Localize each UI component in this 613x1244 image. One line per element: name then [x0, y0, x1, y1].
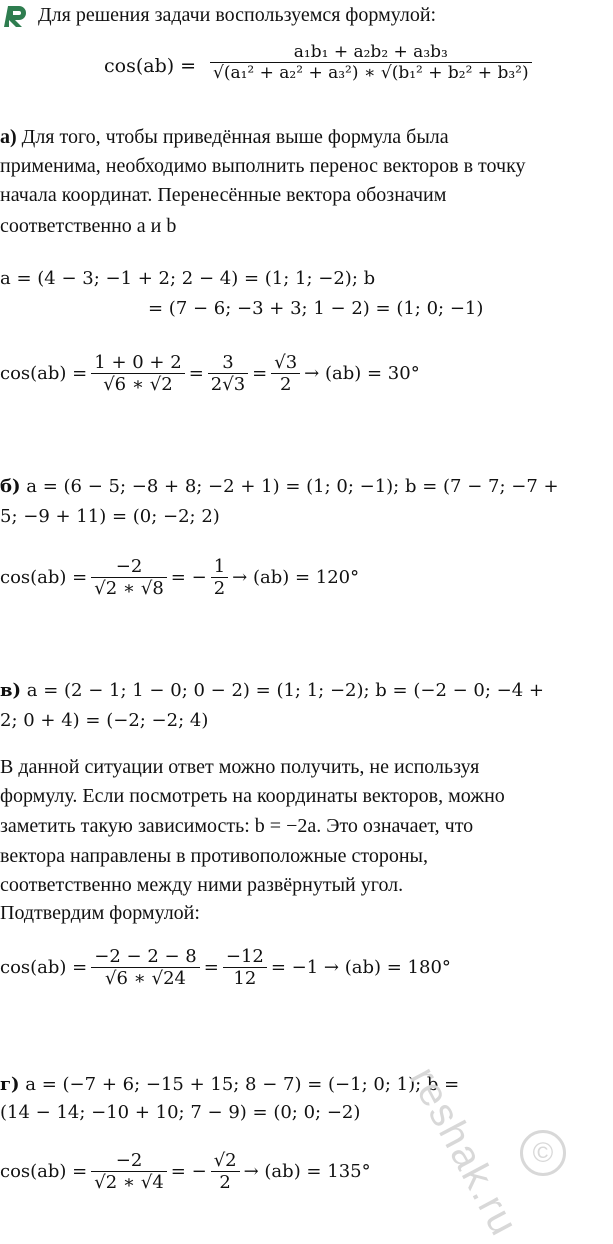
part-a-vec2: = (7 − 6; −3 + 3; 1 − 2) = (1; 0; −1) — [148, 298, 484, 319]
part-a-text1: Для того, чтобы приведённая выше формула была — [21, 126, 449, 148]
formula-lhs: cos(ab) = — [104, 55, 197, 77]
part-a-den2: 2√3 — [210, 374, 246, 395]
part-g-label: г) — [0, 1074, 20, 1095]
part-b-eq: = − — [170, 567, 207, 588]
part-b-num2: 1 — [211, 556, 228, 578]
part-g-den2: 2 — [219, 1172, 231, 1193]
part-a-label: а) — [0, 126, 17, 148]
part-g-eq: = − — [170, 1161, 207, 1182]
part-g-vec1-text: a = (−7 + 6; −15 + 15; 8 − 7) = (−1; 0; 1); b = — [25, 1074, 460, 1095]
part-a-vec1: a = (4 − 3; −1 + 2; 2 − 4) = (1; 1; −2); b — [0, 268, 376, 289]
formula-denominator: √(a₁² + a₂² + a₃²) ∗ √(b₁² + b₂² + b₃²) — [213, 63, 529, 83]
part-v-vec1 — [0, 680, 544, 701]
part-v-den1: √6 ∗ √24 — [105, 968, 186, 989]
part-v-num2: −12 — [223, 946, 267, 968]
copyright-icon: © — [520, 1130, 566, 1176]
part-v-p3: заметить такую зависимость: b = −2a. Это означает, что — [0, 815, 474, 837]
part-g-num2: √2 — [211, 1150, 240, 1172]
part-b-cos-lhs: cos(ab) = — [0, 567, 88, 588]
formula-numerator: a₁b₁ + a₂b₂ + a₃b₃ — [210, 42, 532, 63]
part-v-vec2: 2; 0 + 4) = (−2; −2; 4) — [0, 710, 209, 731]
part-v-p5: соответственно между ними развёрнутый угол. — [0, 874, 404, 896]
part-g-vec2: (14 − 14; −10 + 10; 7 − 9) = (0; 0; −2) — [0, 1102, 361, 1123]
intro-text: Для решения задачи воспользуемся формулой: — [38, 4, 437, 26]
part-a-den3: 2 — [279, 374, 292, 395]
part-v-p6: Подтвердим формулой: — [0, 902, 200, 924]
part-a-line3: начала координат. Перенесённые вектора обозначим — [0, 184, 447, 206]
part-g-cos-lhs: cos(ab) = — [0, 1161, 88, 1182]
watermark-text: reshak.ru — [401, 1060, 527, 1244]
part-b-den1: √2 ∗ √8 — [94, 578, 164, 599]
part-v-p1: В данной ситуации ответ можно получить, не используя — [0, 756, 480, 778]
part-g-den1: √2 ∗ √4 — [94, 1172, 164, 1193]
part-v-result: = −1 → (ab) = 180° — [270, 957, 451, 978]
part-a-line4: соответственно a и b — [0, 215, 177, 237]
part-a-line2: применима, необходимо выполнить перенос векторов в точку — [0, 155, 526, 177]
part-g-num1: −2 — [91, 1150, 167, 1172]
part-v-cos-line: cos(ab) = $\frac{-2 - 2 - 8}{√6 ∗ √24}$ = $\frac{-12}{12}$ = −1 → (ab) = 180° — [0, 946, 451, 989]
formula-fraction — [210, 42, 532, 83]
part-g-result: → (ab) = 135° — [243, 1161, 371, 1182]
part-v-num1: −2 − 2 − 8 — [91, 946, 200, 968]
part-a-num1: 1 + 0 + 2 — [91, 352, 184, 374]
part-g-cos-line — [0, 1150, 371, 1193]
part-b-result: → (ab) = 120° — [232, 567, 360, 588]
part-a-result: → (ab) = 30° — [304, 363, 420, 384]
part-b-cos-line — [0, 556, 359, 599]
part-b-label: б) — [0, 476, 21, 497]
part-a-cos-line: cos(ab) = $\frac{1 + 0 + 2}{√6 ∗ √2}$ = $\frac{3}{2√3}$ = $\frac{√3}{2}$ → (ab) = 30° — [0, 352, 420, 395]
reshak-logo-icon — [4, 3, 30, 29]
part-b-den2: 2 — [213, 578, 226, 599]
part-v-vec1-text: a = (2 − 1; 1 − 0; 0 − 2) = (1; 1; −2); b = (−2 − 0; −4 + — [26, 680, 545, 701]
part-a-den1: √6 ∗ √2 — [103, 374, 173, 395]
part-g-vec1 — [0, 1074, 459, 1095]
part-b-vec2: 5; −9 + 11) = (0; −2; 2) — [0, 506, 220, 527]
part-v-cos-lhs: cos(ab) = — [0, 957, 88, 978]
part-v-label: в) — [0, 680, 22, 701]
part-a-num3: √3 — [271, 352, 300, 374]
part-v-p2: формулу. Если посмотреть на координаты векторов, можно — [0, 785, 505, 807]
part-a-cos-lhs: cos(ab) = — [0, 363, 88, 384]
part-a-num2: 3 — [208, 352, 248, 374]
part-a-line1 — [0, 126, 449, 148]
part-v-p4: вектора направлены в противоположные стороны, — [0, 845, 428, 867]
part-b-num1: −2 — [91, 556, 167, 578]
part-b-vec1 — [0, 476, 559, 497]
part-v-den2: 12 — [233, 968, 257, 989]
part-b-vec1-text: a = (6 − 5; −8 + 8; −2 + 1) = (1; 0; −1); b = (7 − 7; −7 + — [26, 476, 559, 497]
